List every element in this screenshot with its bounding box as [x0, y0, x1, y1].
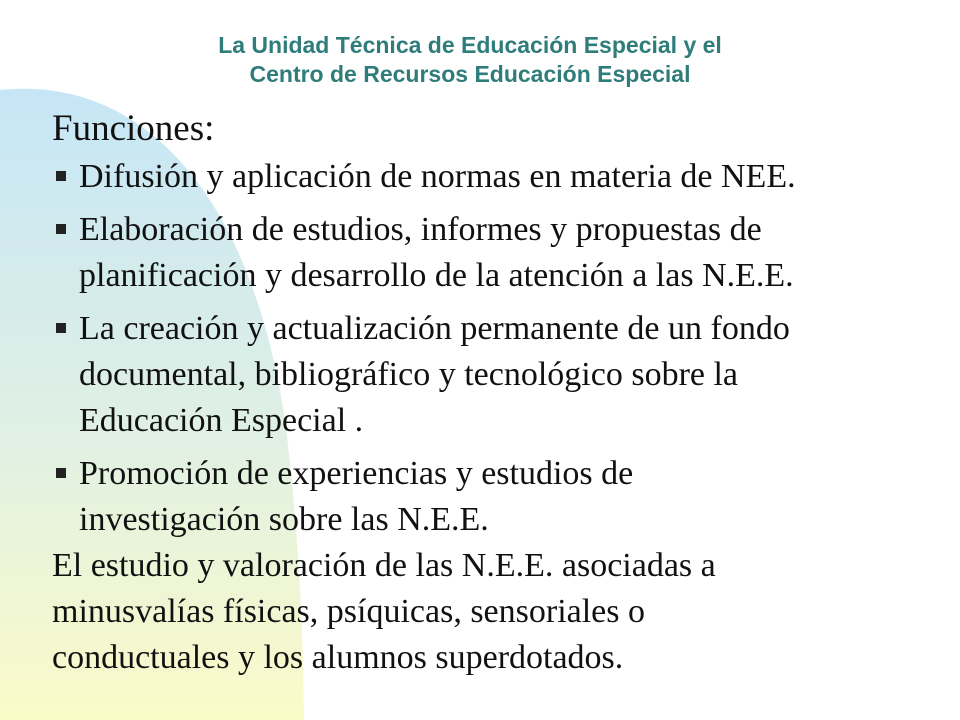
bullet-text: planificación y desarrollo de la atención a las N.E.E. [79, 257, 794, 294]
bullet-text: investigación sobre las N.E.E. [79, 501, 489, 538]
bullet-text: Educación Especial . [79, 402, 364, 439]
bullet-item [52, 207, 932, 299]
square-bullet-icon [56, 171, 66, 181]
bullet-item [52, 451, 932, 543]
bullet-list [52, 154, 932, 543]
title-line: Centro de Recursos Educación Especial [249, 61, 691, 87]
slide-body [52, 104, 932, 681]
bullet-text: Difusión y aplicación de normas en materia de NEE. [79, 158, 796, 195]
square-bullet-icon [56, 224, 66, 234]
closing-text: minusvalías físicas, psíquicas, sensoriales o [52, 593, 646, 630]
closing-text: conductuales y los alumnos superdotados. [52, 639, 624, 676]
closing-text: El estudio y valoración de las N.E.E. asociadas a [52, 547, 716, 584]
bullet-item [52, 306, 932, 444]
closing-paragraph [52, 543, 932, 681]
bullet-text: documental, bibliográfico y tecnológico sobre la [79, 356, 739, 393]
bullet-text: Elaboración de estudios, informes y propuestas de [79, 211, 762, 248]
bullet-text: La creación y actualización permanente de un fondo [79, 310, 790, 347]
square-bullet-icon [56, 468, 66, 478]
section-heading: Funciones: [52, 108, 215, 149]
bullet-text: Promoción de experiencias y estudios de [79, 455, 634, 492]
bullet-item [52, 154, 932, 200]
title-line: La Unidad Técnica de Educación Especial y el [218, 32, 722, 58]
square-bullet-icon [56, 323, 66, 333]
slide-title [0, 31, 940, 89]
